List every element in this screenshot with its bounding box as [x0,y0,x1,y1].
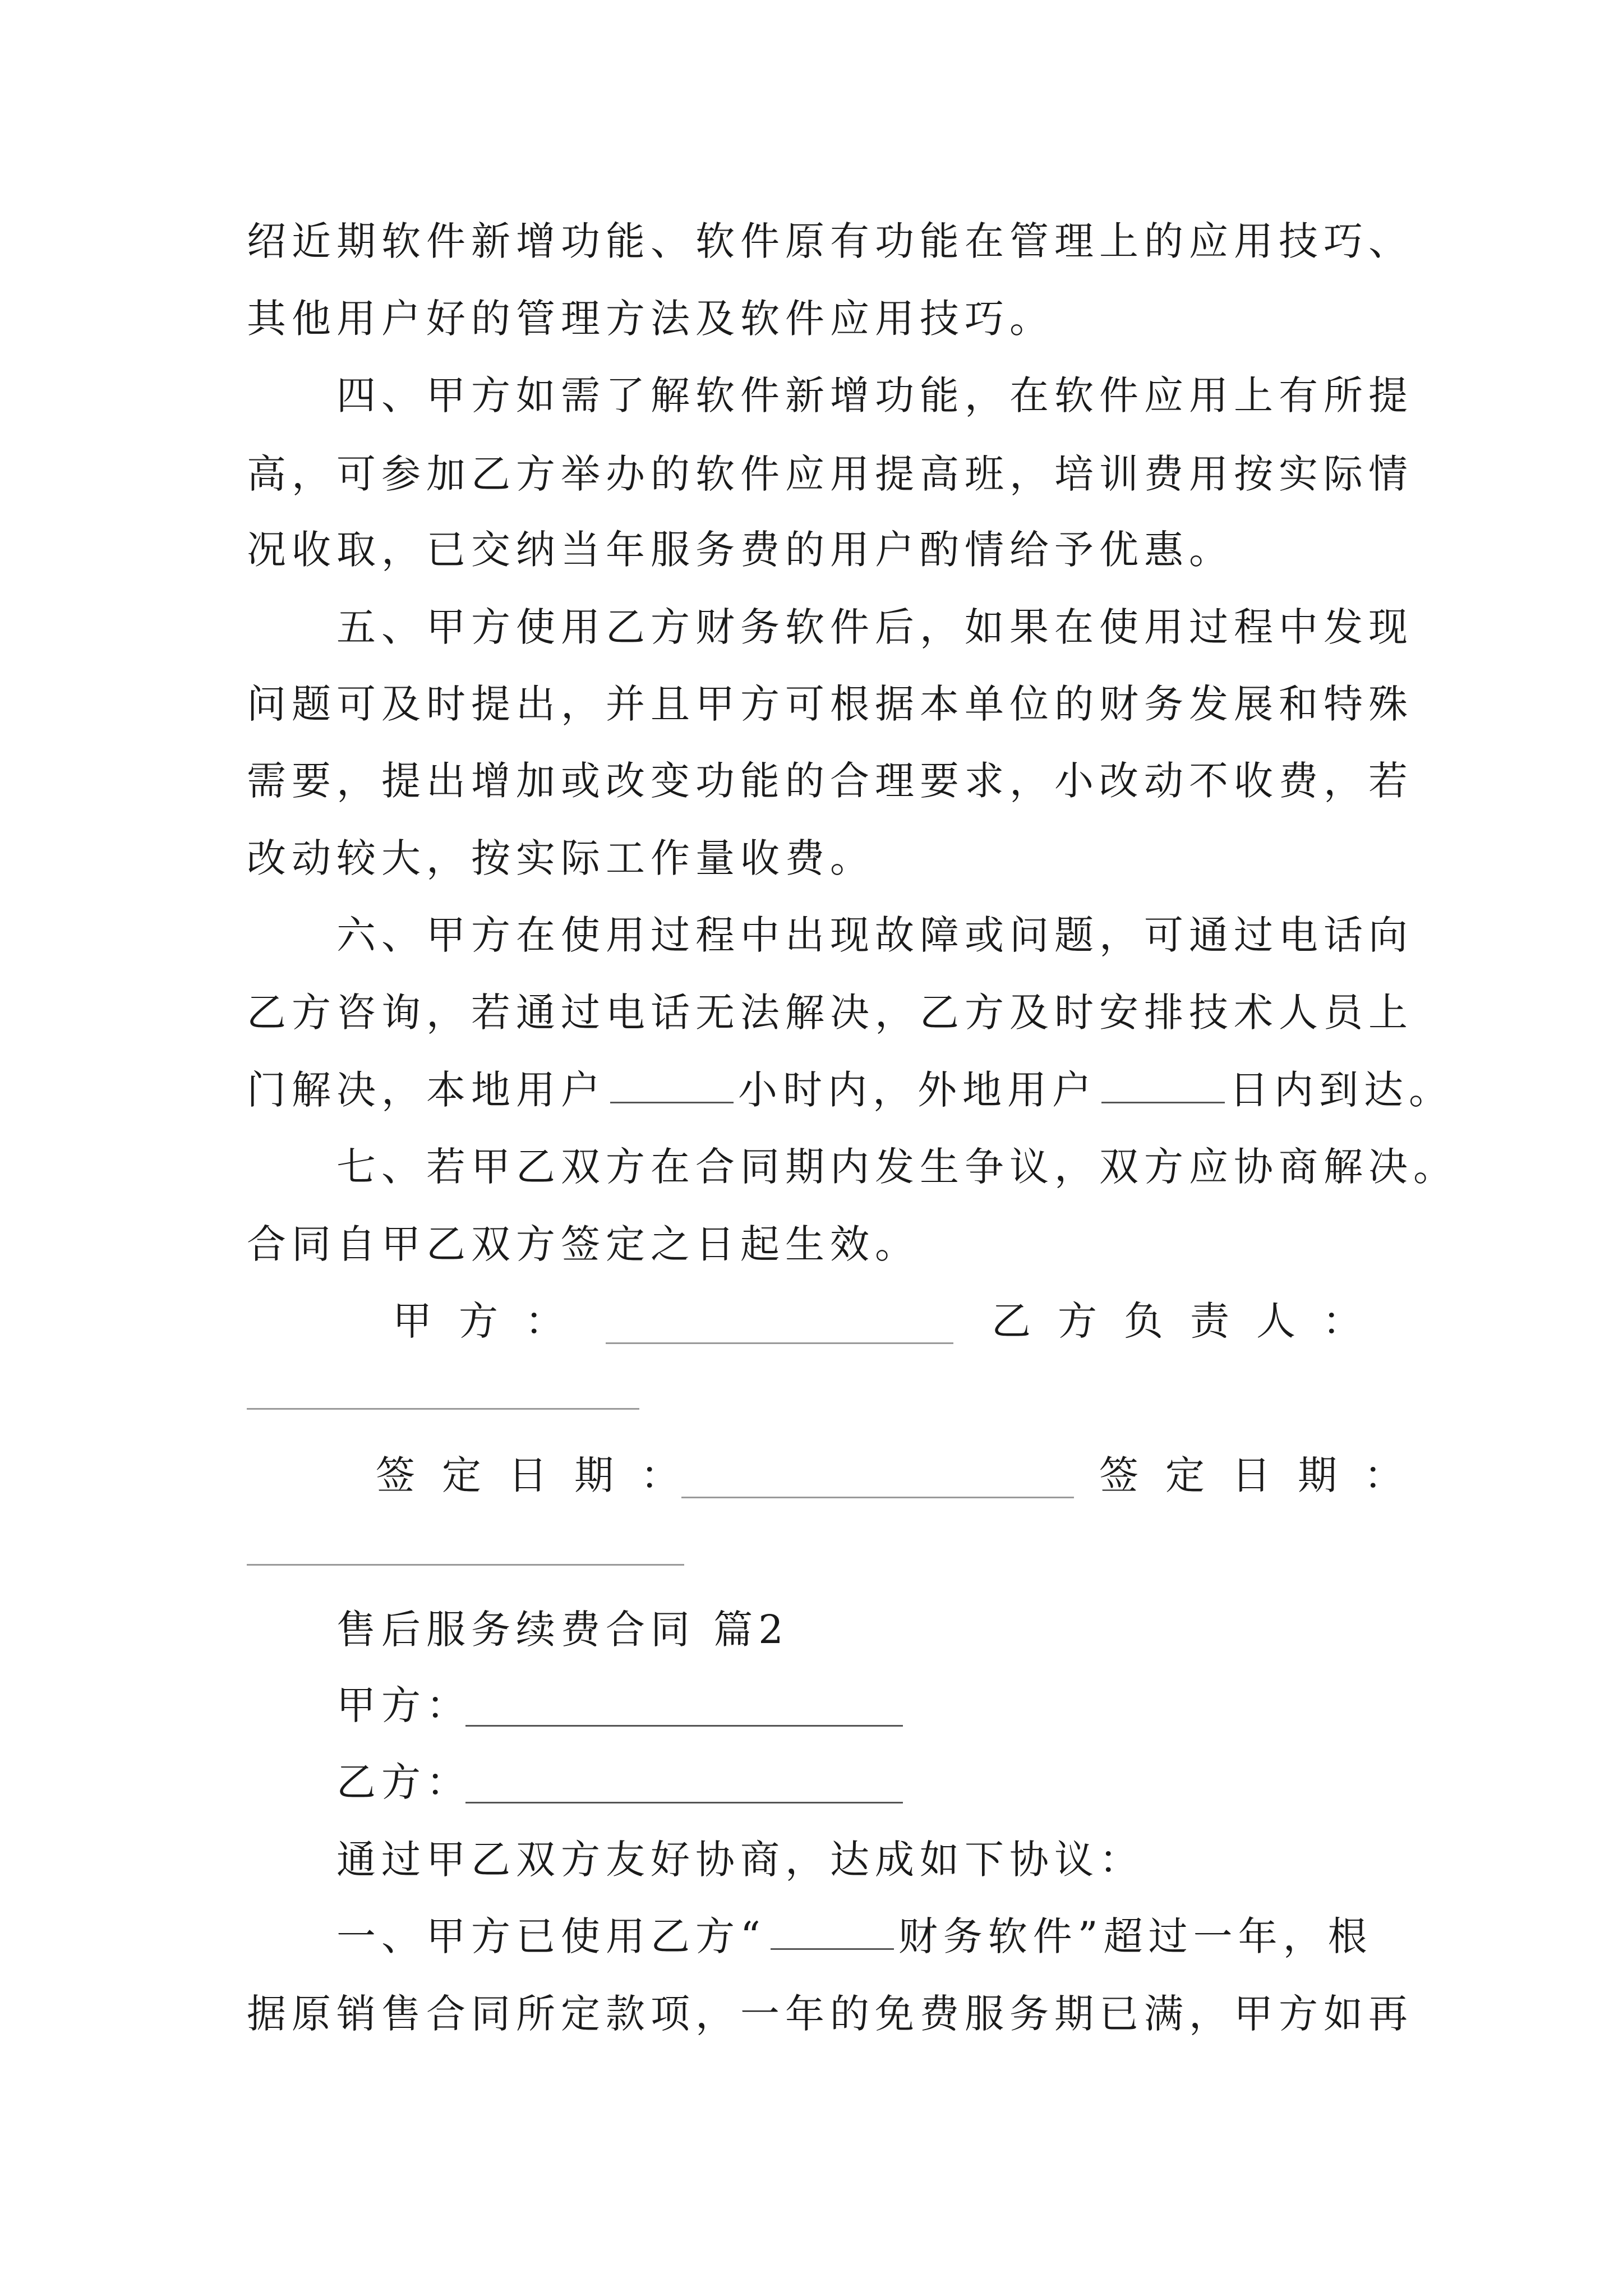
sign-date-b-line [247,1564,684,1566]
clause-5-line: 需要，提出增加或改变功能的合理要求，小改动不收费，若 [247,758,1413,804]
sign-date-a-line [681,1497,1074,1498]
clause-6-line [247,1062,1454,1118]
clause-1-text: 一、甲方已使用乙方“ [336,1913,766,1959]
section-2-title: 售后服务续费合同 篇2 [336,1607,789,1653]
clause-4-line: 况收取，已交纳当年服务费的用户酌情给予优惠。 [247,527,1234,573]
section-2-party-b-label: 乙方： [336,1759,471,1805]
party-a-signature-line [606,1342,953,1344]
paragraph-line: 绍近期软件新增功能、软件原有功能在管理上的应用技巧、 [247,218,1413,264]
clause-6-line: 六、甲方在使用过程中出现故障或问题，可通过电话向 [336,912,1413,958]
section-2-party-b-line [465,1802,903,1803]
party-b-signature-line [247,1408,639,1410]
section-2-clause-1-line: 据原销售合同所定款项，一年的免费服务期已满，甲方如再 [247,1991,1413,2037]
section-2-clause-1-line [336,1908,1469,1964]
sign-date-label-b: 签定日期： [1099,1452,1430,1498]
clause-4-line: 四、甲方如需了解软件新增功能，在软件应用上有所提 [336,372,1413,418]
clause-7-line: 七、若甲乙双方在合同期内发生争议，双方应协商解决。 [336,1144,1458,1190]
clause-5-line: 五、甲方使用乙方财务软件后，如果在使用过程中发现 [336,604,1413,650]
clause-4-line: 高，可参加乙方举办的软件应用提高班，培训费用按实际情 [247,451,1413,497]
clause-6-text: 小时内，外地用户 [738,1067,1097,1113]
paragraph-line: 其他用户好的管理方法及软件应用技巧。 [247,296,1054,342]
clause-7-line: 合同自甲乙双方签定之日起生效。 [247,1221,920,1267]
section-2-intro: 通过甲乙双方友好协商，达成如下协议： [336,1837,1144,1883]
fill-in-blank-local-hours [610,1102,734,1103]
fill-in-blank-software-name [771,1948,894,1950]
party-a-label: 甲方： [393,1298,591,1344]
clause-6-text: 门解决，本地用户 [247,1067,606,1113]
party-b-responsible-label: 乙方负责人： [992,1298,1389,1344]
sign-date-label-a: 签定日期： [376,1452,707,1498]
fill-in-blank-remote-days [1101,1102,1225,1103]
clause-6-line: 乙方咨询，若通过电话无法解决，乙方及时安排技术人员上 [247,990,1413,1036]
clause-5-line: 改动较大，按实际工作量收费。 [247,835,875,881]
section-2-party-a-label: 甲方： [336,1682,471,1728]
clause-1-text: 财务软件”超过一年，根 [898,1913,1373,1959]
clause-6-text: 日内到达。 [1229,1067,1454,1113]
clause-5-line: 问题可及时提出，并且甲方可根据本单位的财务发展和特殊 [247,681,1413,727]
section-2-party-a-line [465,1725,903,1727]
